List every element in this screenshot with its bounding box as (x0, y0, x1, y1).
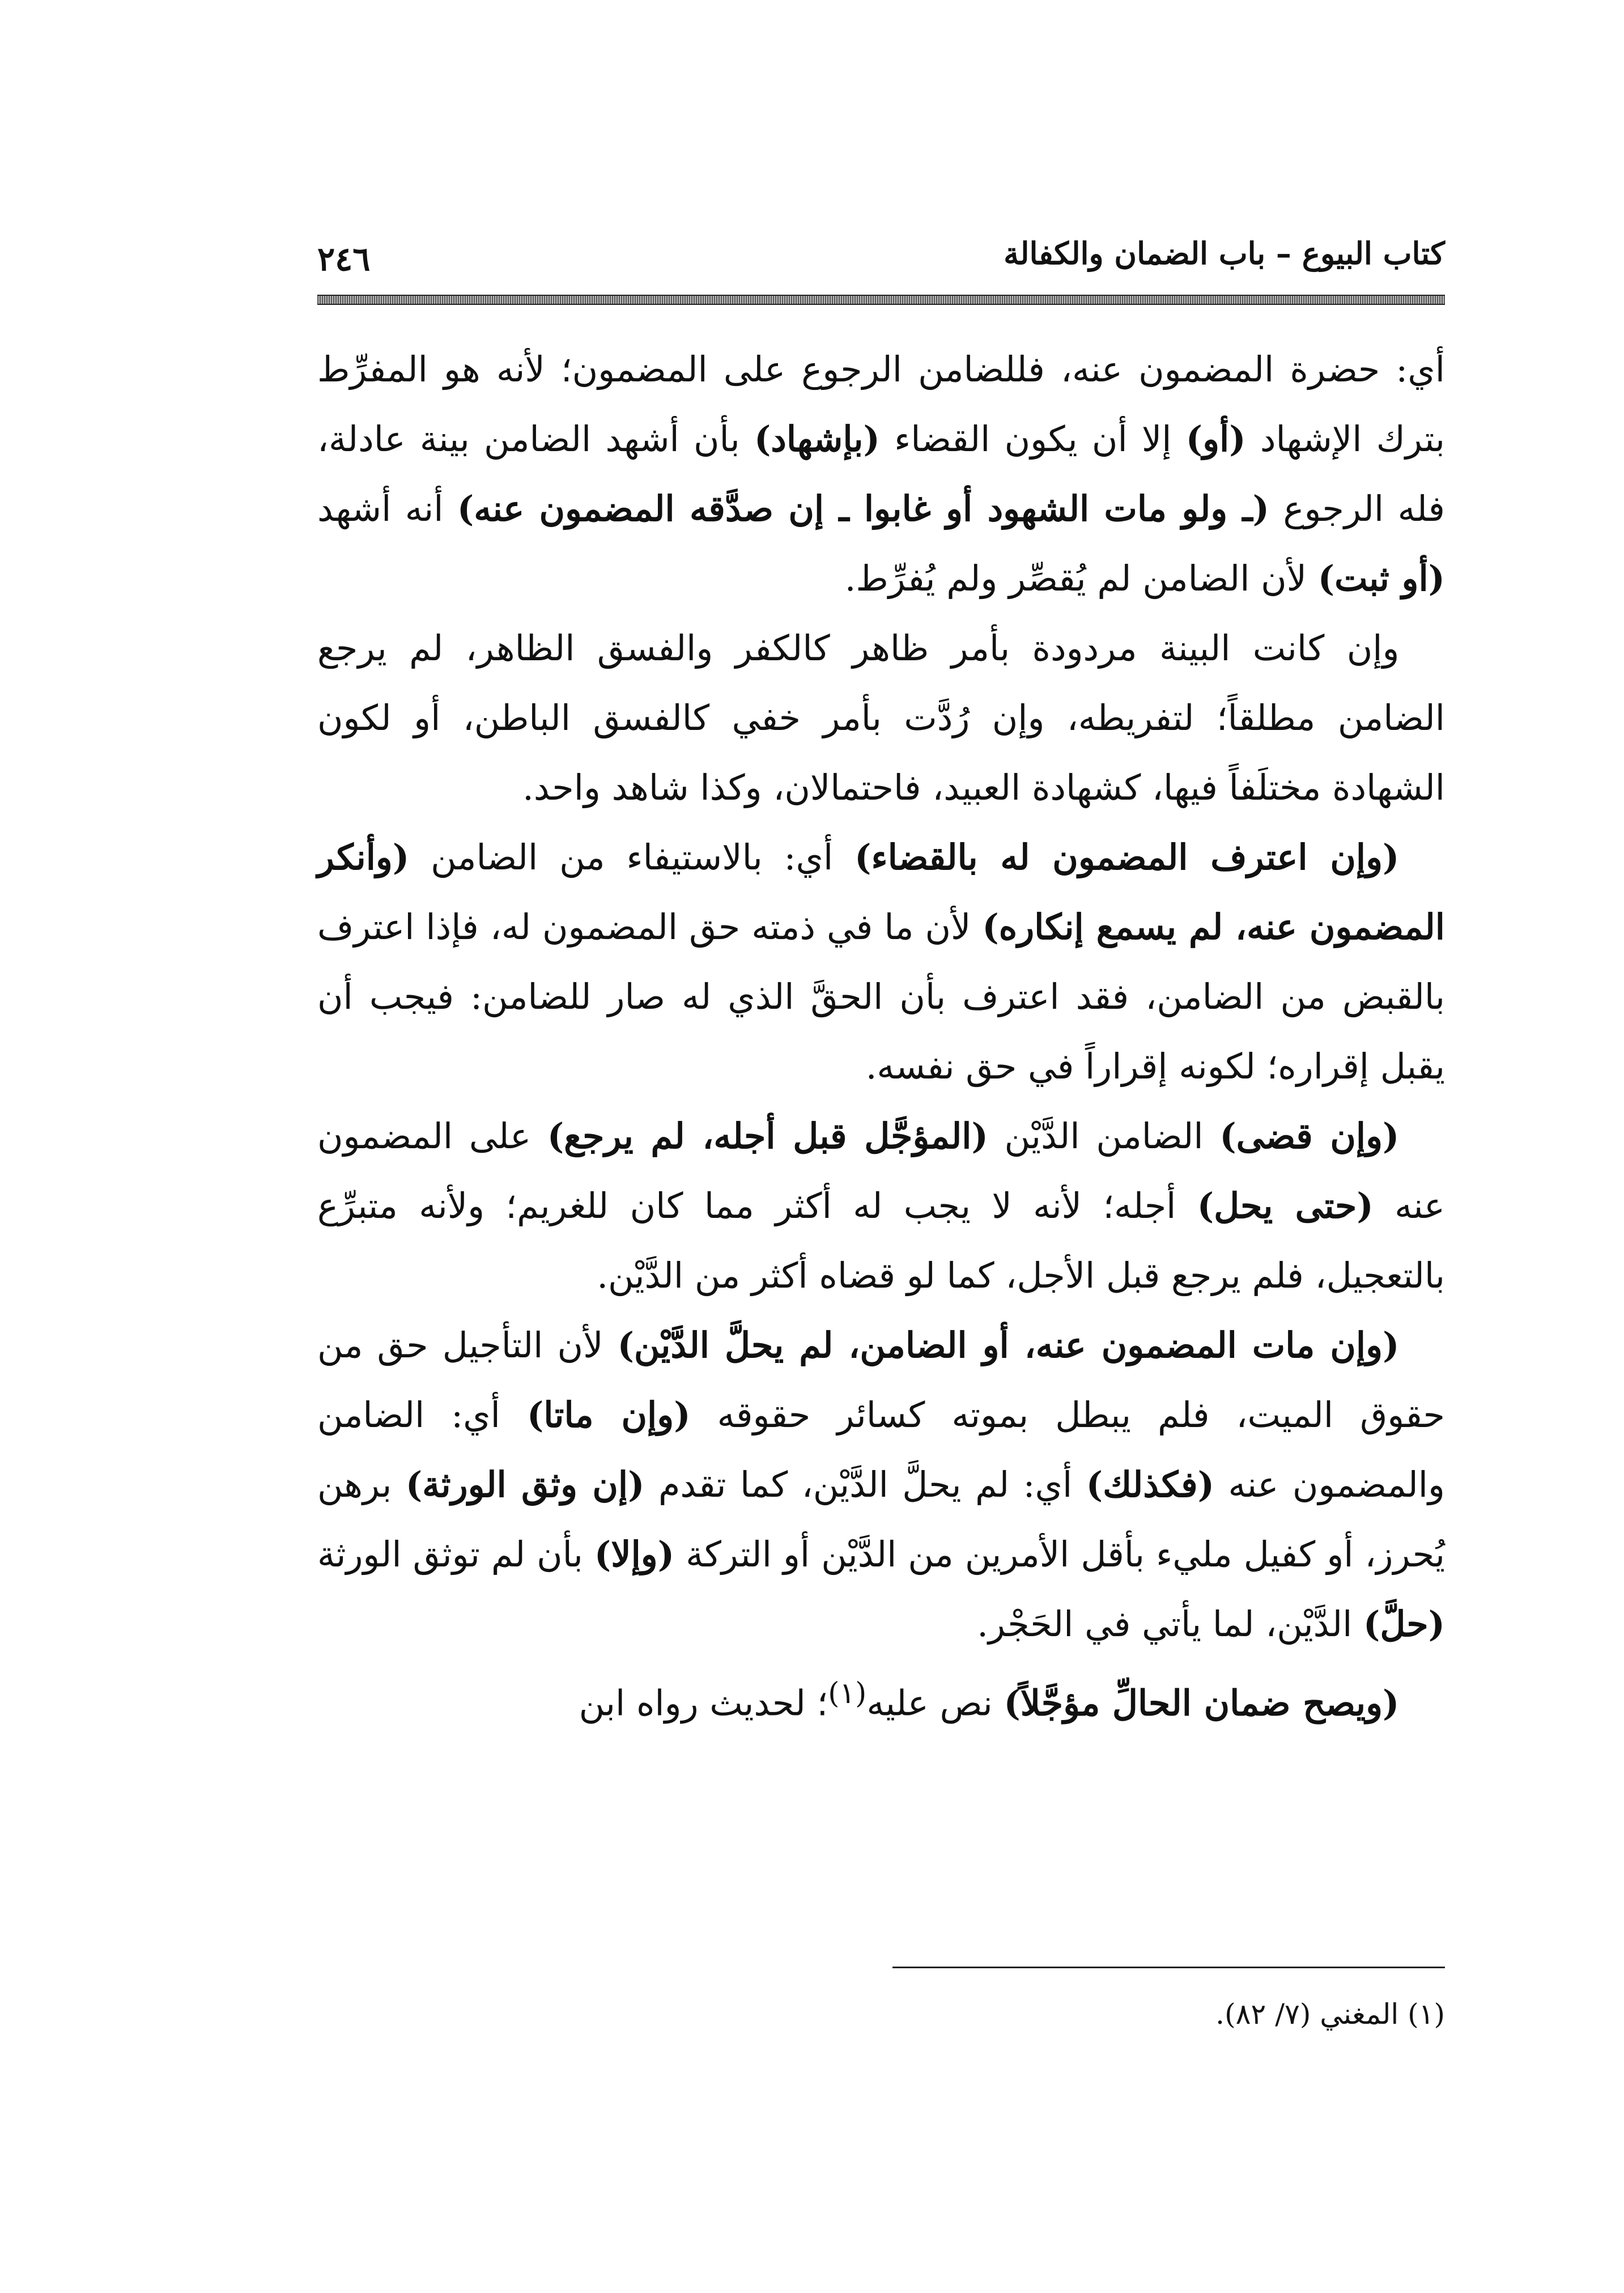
page-header (317, 230, 1445, 292)
footnote-rule (892, 1967, 1445, 1968)
paragraph (317, 1310, 1445, 1659)
footnote: (١) المغني (٧/ ٨٢). (1215, 1998, 1445, 2031)
text-run: بأن أشهد الضامن بينة عادلة، فله الرجوع (317, 418, 1446, 529)
text-run: أنه أشهد (317, 488, 457, 529)
footnote-marker: (١) (828, 1676, 867, 1710)
text-run: على المضمون عنه (317, 1115, 1446, 1226)
bold-phrase: (حتى يحل) (1197, 1185, 1374, 1226)
paragraph (317, 613, 1445, 822)
text-run: لأن ما في ذمته حق المضمون له، فإذا اعترف بالقبض من الضامن، فقد اعترف بأن الحقَّ الذي له صار للضامن: فيجب أن يقبل إقراره؛ لكونه إقراراً في حق نفسه. (317, 906, 1445, 1087)
bold-phrase: (إن وثق الورثة) (405, 1464, 645, 1505)
bold-phrase: (المؤجَّل قبل أجله، لم يرجع) (547, 1115, 988, 1157)
paragraph (317, 334, 1445, 613)
text-run: لأن الضامن لم يُقصِّر ولم يُفرِّط. (844, 558, 1318, 599)
text-run: أي: حضرة المضمون عنه، فللضامن الرجوع على المضمون؛ لأنه هو المفرِّط بترك الإشهاد (317, 349, 1445, 460)
bold-phrase: (أو) (1185, 418, 1246, 460)
main-text (317, 334, 1445, 1738)
text-run: وإن كانت البينة مردودة بأمر ظاهر كالكفر والفسق الظاهر، لم يرجع الضامن مطلقاً؛ لتفريطه، وإن رُدَّت بأمر خفي كالفسق الباطن، أو لكون الشهادة مختلَفاً فيها، كشهادة العبيد، فاحتمالان، وكذا شاهد واحد. (317, 627, 1445, 808)
bold-phrase: (أو ثبت) (1317, 558, 1445, 599)
bold-phrase: (ويصح ضمان الحالِّ مؤجَّلاً) (1004, 1682, 1400, 1724)
text-run: ؛ لحديث رواه ابن (579, 1682, 828, 1724)
bold-phrase: (بإشهاد) (754, 418, 880, 460)
bold-phrase: (ـ ولو مات الشهود أو غابوا ـ إن صدَّقه المضمون عنه) (457, 488, 1270, 529)
bold-phrase: (حلَّ) (1363, 1603, 1445, 1645)
text-run: إلا أن يكون القضاء (879, 418, 1186, 460)
text-run: الضامن الدَّيْن (988, 1115, 1220, 1157)
text-run: أي: بالاستيفاء من الضامن (409, 836, 855, 878)
text-run: أجله؛ لأنه لا يجب له أكثر مما كان للغريم؛ ولأنه متبرِّع بالتعجيل، فلم يرجع قبل الأجل، كما لو قضاه أكثر من الدَّيْن. (317, 1185, 1445, 1296)
bold-phrase: (وإن ماتا) (526, 1394, 691, 1436)
page-number: ٢٤٦ (317, 240, 371, 278)
text-run: الدَّيْن، لما يأتي في الحَجْر. (977, 1603, 1364, 1645)
bold-phrase: (وإن قضى) (1219, 1115, 1400, 1157)
text-run: برهن يُحرز، أو كفيل مليء بأقل الأمرين من الدَّيْن أو التركة (317, 1464, 1445, 1575)
paragraph (317, 822, 1445, 1101)
text-run: لأن التأجيل حق من حقوق الميت، فلم يبطل بموته كسائر حقوقه (317, 1324, 1445, 1436)
header-rule (317, 295, 1445, 305)
bold-phrase: (وأنكر المضمون عنه، لم يسمع إنكاره) (317, 836, 1445, 948)
text-run: أي: لم يحلَّ الدَّيْن، كما تقدم (644, 1464, 1086, 1505)
text-run: نص عليه (866, 1682, 1004, 1724)
paragraph (317, 1101, 1445, 1310)
bold-phrase: (فكذلك) (1086, 1464, 1214, 1505)
bold-phrase: (وإن مات المضمون عنه، أو الضامن، لم يحلَّ الدَّيْن) (617, 1324, 1400, 1366)
text-run: بأن لم توثق الورثة (317, 1534, 594, 1575)
paragraph (317, 1659, 1445, 1738)
bold-phrase: (وإلا) (594, 1534, 675, 1575)
bold-phrase: (وإن اعترف المضمون له بالقضاء) (854, 836, 1400, 878)
text-run: أي: الضامن والمضمون عنه (317, 1394, 1445, 1505)
running-title: كتاب البيوع – باب الضمان والكفالة (1004, 235, 1445, 271)
